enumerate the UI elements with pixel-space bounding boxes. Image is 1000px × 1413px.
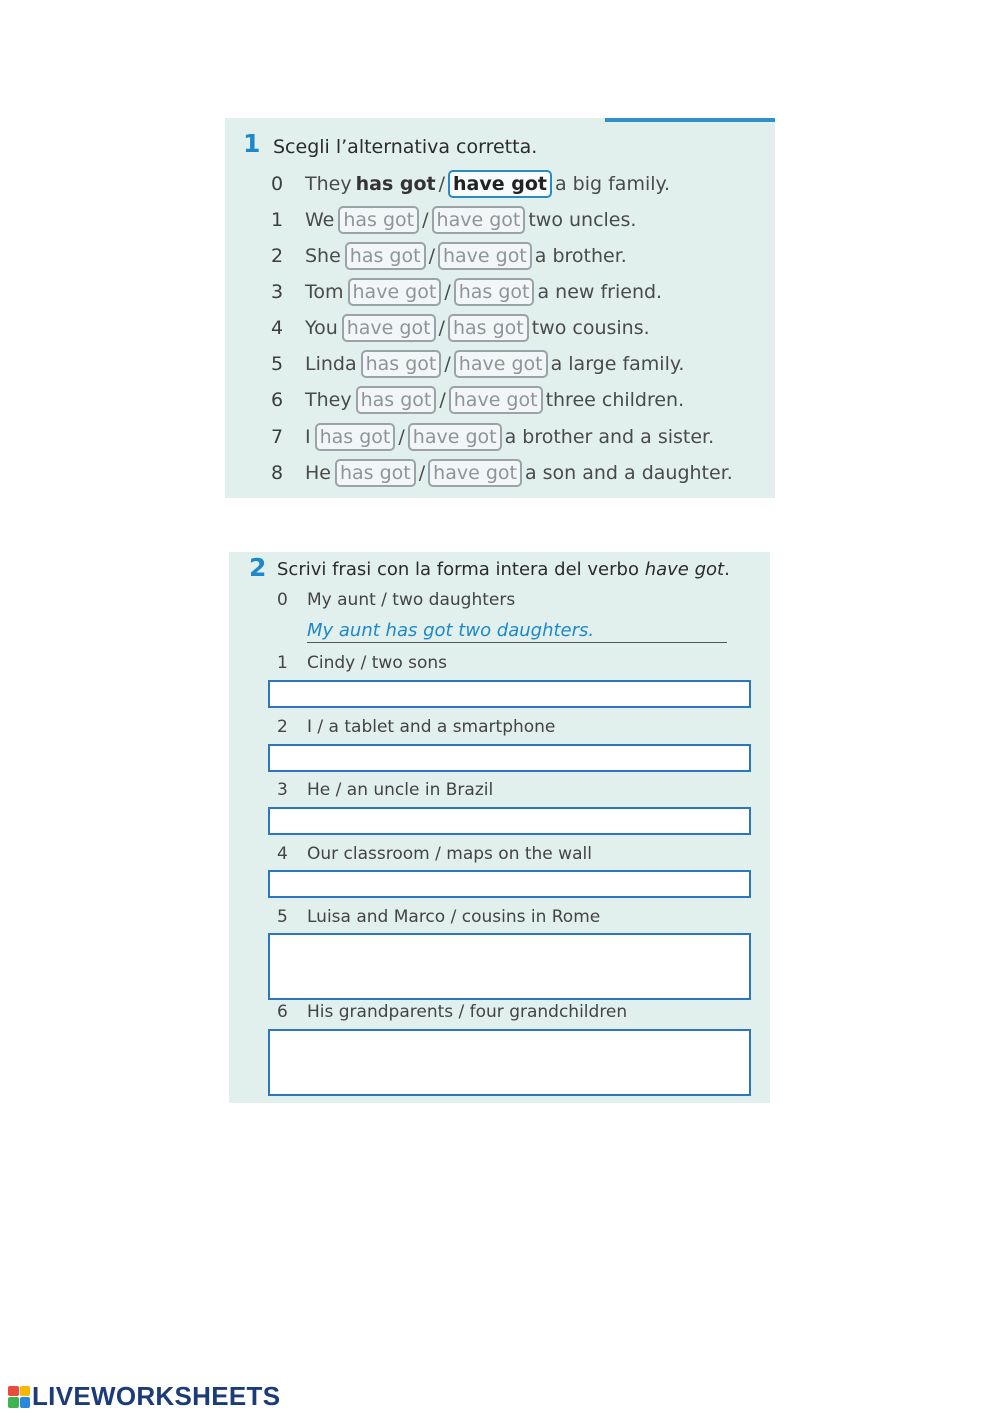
choice-row — [271, 459, 733, 487]
answer-input[interactable] — [270, 682, 749, 706]
separator: / — [438, 173, 446, 195]
separator: / — [444, 353, 451, 375]
option-b[interactable]: have got — [408, 423, 502, 451]
liveworksheets-logo — [8, 1381, 280, 1412]
answer-box[interactable] — [268, 1029, 751, 1096]
answer-box[interactable] — [268, 680, 751, 708]
option-a[interactable]: has got — [315, 423, 396, 451]
choice-row — [271, 242, 627, 270]
option-b-selected[interactable]: have got — [448, 170, 552, 198]
item-number: 8 — [271, 462, 284, 484]
choice-row — [271, 206, 636, 234]
item-number: 6 — [277, 1002, 288, 1022]
item-number: 1 — [277, 653, 288, 673]
brand-name: LIVEWORKSHEETS — [32, 1381, 281, 1411]
choice-row — [271, 278, 662, 306]
answer-input[interactable] — [270, 1031, 749, 1094]
item-number: 1 — [271, 209, 284, 231]
item-number: 3 — [277, 780, 288, 800]
exercise-title: Scegli l’alternativa corretta. — [273, 136, 538, 158]
item-rest: a brother. — [534, 245, 627, 267]
prompt-text: Our classroom / maps on the wall — [307, 844, 592, 864]
answer-input[interactable] — [270, 746, 749, 770]
choice-row — [271, 386, 684, 414]
option-a[interactable]: have got — [342, 314, 436, 342]
prompt-row — [277, 590, 515, 610]
choice-row — [271, 170, 670, 198]
item-number: 4 — [277, 844, 288, 864]
item-number: 3 — [271, 281, 284, 303]
option-b[interactable]: have got — [449, 386, 543, 414]
option-a[interactable]: has got — [356, 386, 437, 414]
option-b[interactable]: has got — [454, 278, 535, 306]
answer-box[interactable] — [268, 744, 751, 772]
item-subject: Linda — [305, 353, 357, 375]
item-number: 4 — [271, 317, 284, 339]
item-subject: They — [305, 389, 352, 411]
logo-mark-icon — [8, 1386, 30, 1408]
exercise-number: 2 — [249, 553, 267, 582]
answer-input[interactable] — [270, 935, 749, 998]
item-rest: a son and a daughter. — [524, 462, 733, 484]
choice-row — [271, 314, 650, 342]
choice-row — [271, 350, 684, 378]
option-a[interactable]: has got — [361, 350, 442, 378]
separator: / — [418, 462, 426, 484]
item-number: 5 — [277, 907, 288, 927]
prompt-row — [277, 844, 592, 864]
item-number: 2 — [271, 245, 284, 267]
separator: / — [398, 426, 405, 448]
item-subject: Tom — [305, 281, 344, 303]
option-b[interactable]: have got — [428, 459, 522, 487]
answer-input[interactable] — [270, 872, 749, 896]
title-suffix: . — [724, 559, 730, 580]
item-number: 7 — [271, 426, 284, 448]
item-number: 5 — [271, 353, 284, 375]
separator: / — [428, 245, 435, 267]
item-subject: We — [305, 209, 335, 231]
option-b[interactable]: have got — [438, 242, 532, 270]
choice-row — [271, 423, 714, 451]
item-rest: three children. — [545, 389, 685, 411]
separator: / — [438, 317, 445, 339]
item-subject: She — [305, 245, 341, 267]
prompt-row — [277, 717, 555, 737]
option-a[interactable]: has got — [345, 242, 426, 270]
prompt-text: He / an uncle in Brazil — [307, 780, 494, 800]
prompt-text: I / a tablet and a smartphone — [307, 717, 556, 737]
exercise-number: 1 — [243, 129, 261, 158]
item-subject: They — [305, 173, 352, 195]
item-rest: a large family. — [550, 353, 685, 375]
exercise-2-panel — [229, 552, 770, 1103]
item-number: 2 — [277, 717, 288, 737]
item-rest: a big family. — [555, 173, 671, 195]
separator: / — [439, 389, 446, 411]
prompt-row — [277, 907, 600, 927]
title-italic: have got — [644, 559, 725, 580]
prompt-row — [277, 653, 447, 673]
item-number: 0 — [271, 173, 284, 195]
separator: / — [444, 281, 451, 303]
exercise-1-panel — [225, 118, 775, 498]
option-a[interactable]: has got — [338, 206, 419, 234]
answer-box[interactable] — [268, 870, 751, 898]
prompt-text: My aunt / two daughters — [307, 590, 516, 610]
answer-box[interactable] — [268, 933, 751, 1000]
prompt-text: Luisa and Marco / cousins in Rome — [307, 907, 601, 927]
prompt-row — [277, 780, 493, 800]
item-subject: I — [305, 426, 311, 448]
example-answer: My aunt has got two daughters. — [307, 620, 727, 643]
option-b[interactable]: have got — [432, 206, 526, 234]
item-rest: a new friend. — [537, 281, 663, 303]
item-rest: two cousins. — [531, 317, 650, 339]
prompt-text: His grandparents / four grandchildren — [307, 1002, 628, 1022]
exercise-title — [277, 559, 730, 580]
option-b[interactable]: has got — [448, 314, 529, 342]
item-number: 0 — [277, 590, 288, 610]
answer-box[interactable] — [268, 807, 751, 835]
option-a[interactable]: has got — [335, 459, 416, 487]
prompt-row — [277, 1002, 627, 1022]
item-rest: two uncles. — [528, 209, 637, 231]
panel-top-bar — [605, 118, 775, 122]
answer-input[interactable] — [270, 809, 749, 833]
option-a: has got — [355, 173, 436, 195]
item-number: 6 — [271, 389, 284, 411]
option-a[interactable]: have got — [348, 278, 442, 306]
prompt-text: Cindy / two sons — [307, 653, 448, 673]
title-text: Scrivi frasi con la forma intera del verbo — [277, 559, 645, 580]
item-rest: a brother and a sister. — [504, 426, 715, 448]
option-b[interactable]: have got — [454, 350, 548, 378]
item-subject: You — [305, 317, 338, 339]
item-subject: He — [305, 462, 331, 484]
separator: / — [422, 209, 429, 231]
